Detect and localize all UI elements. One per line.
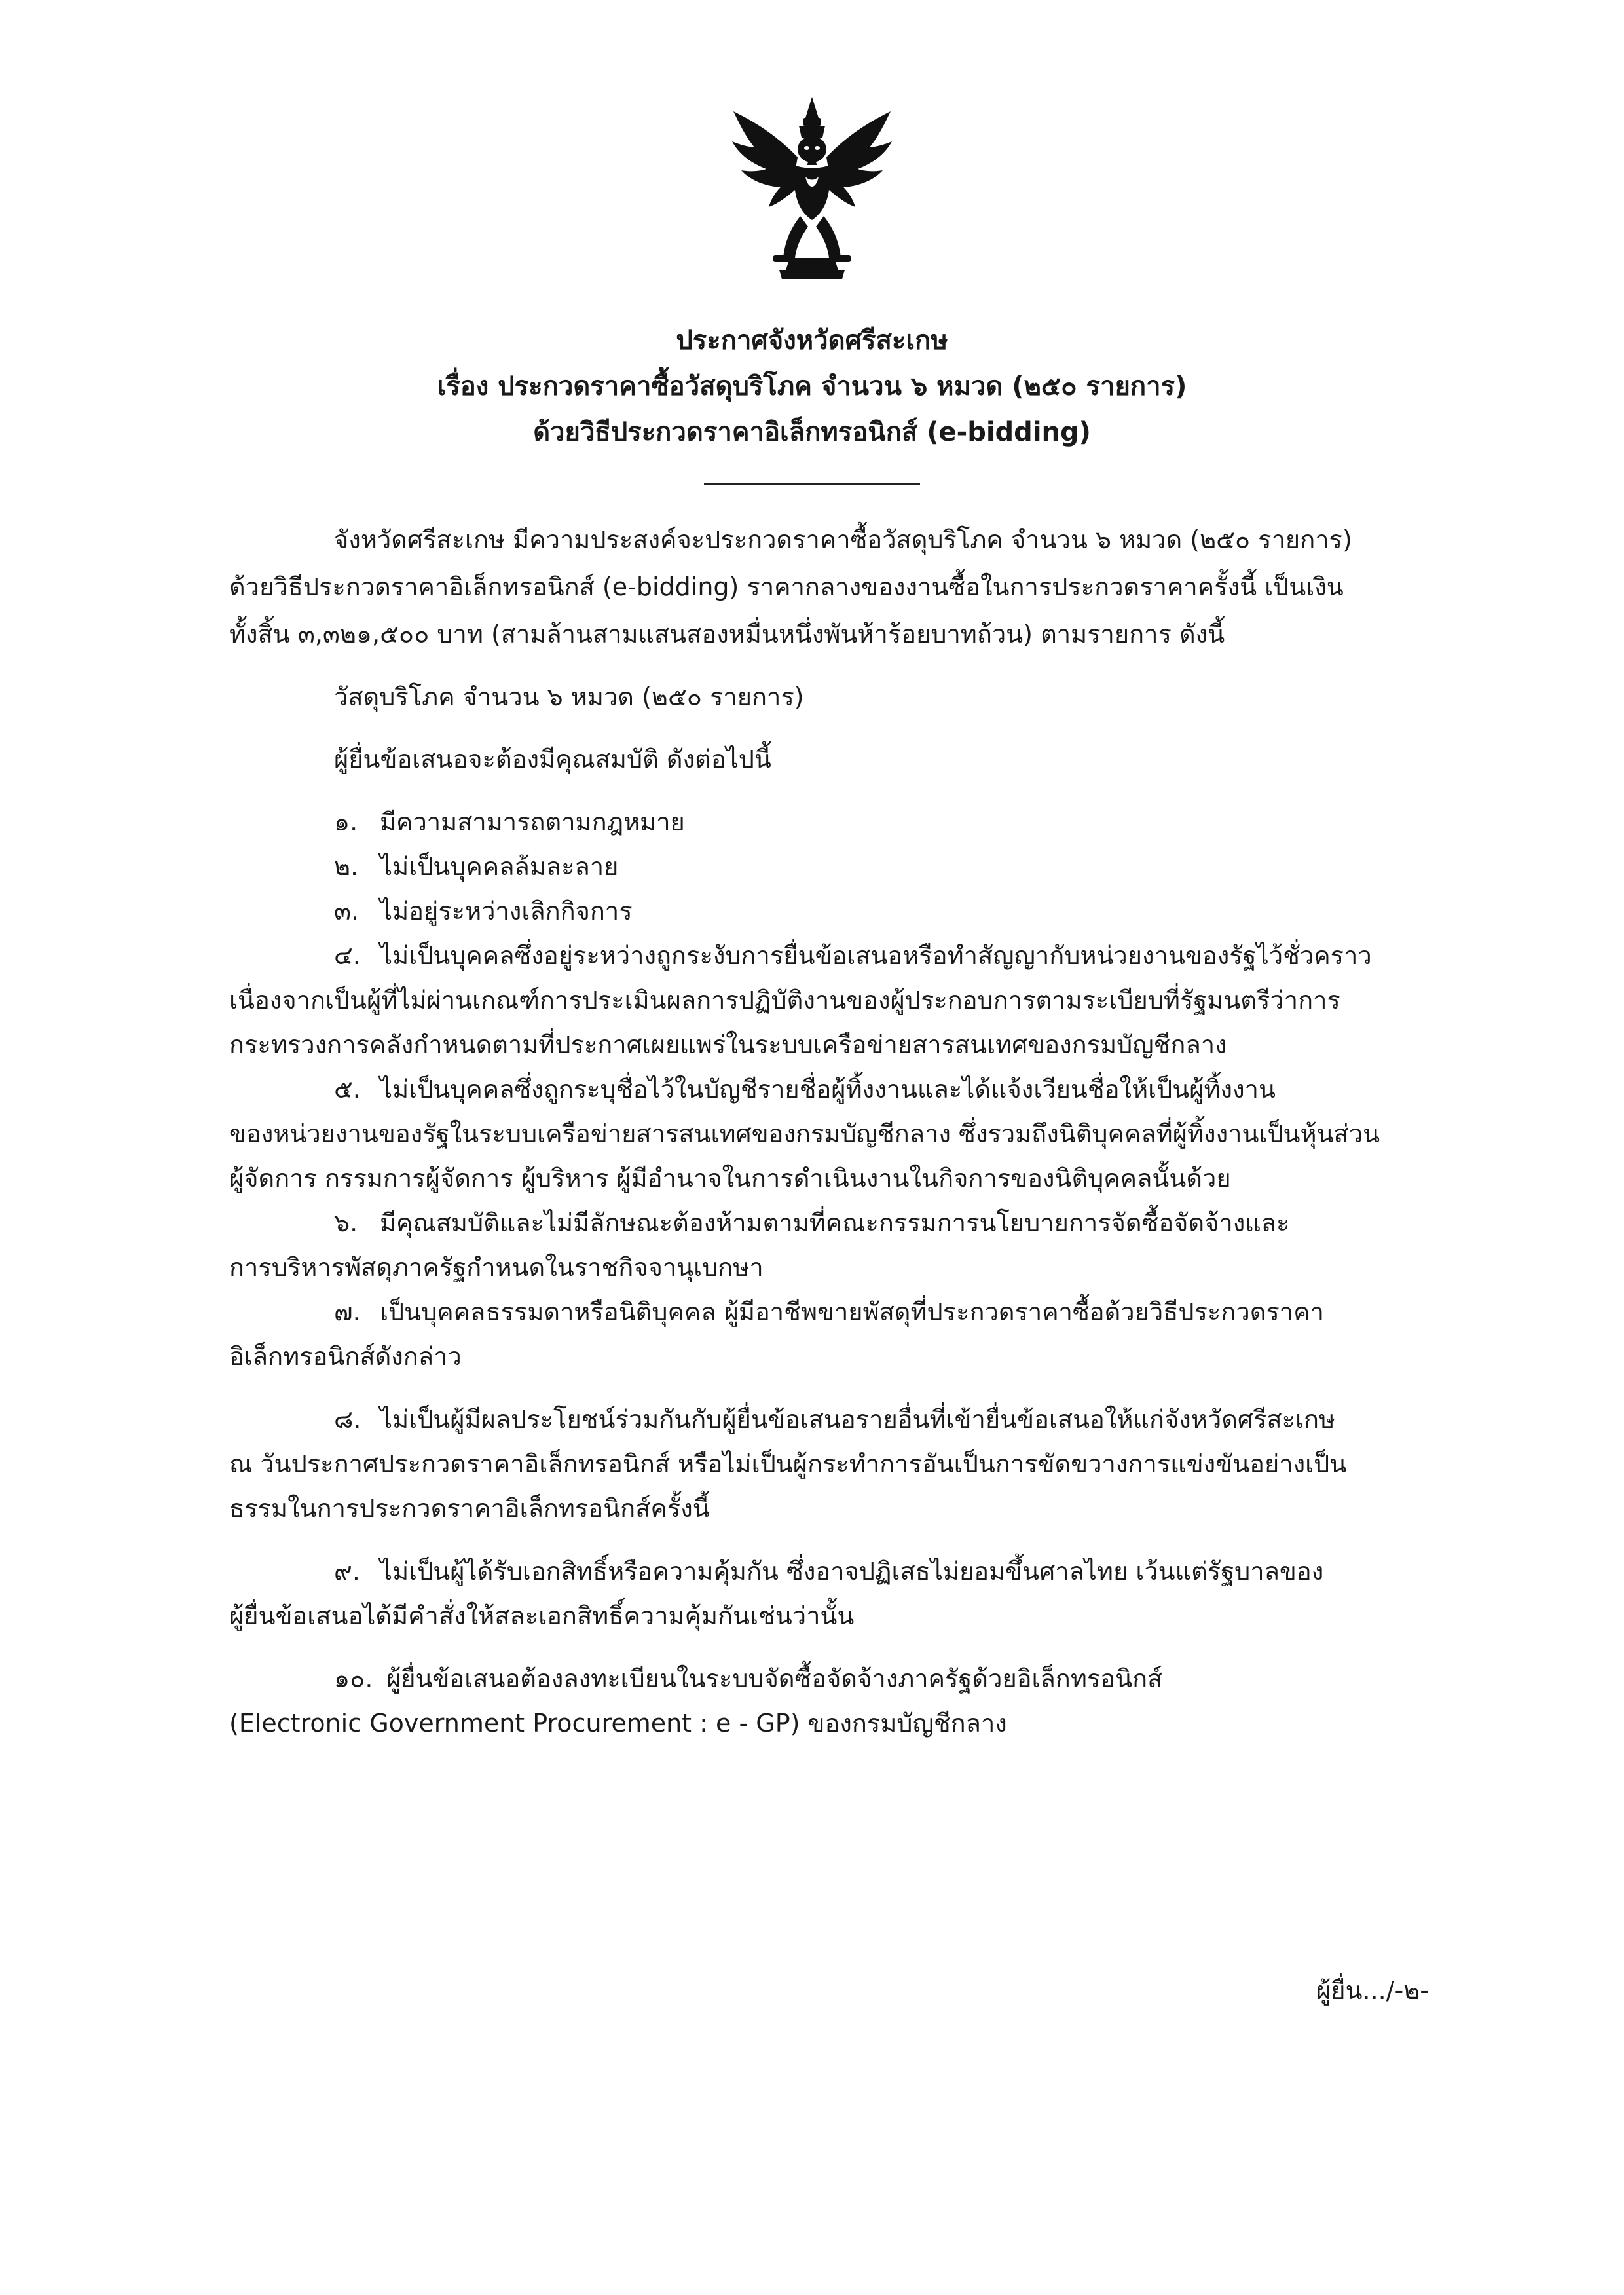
qualification-7 [334, 1299, 1578, 1324]
qualification-number: ๓. [334, 897, 360, 925]
qualification-text: มีความสามารถตามกฎหมาย [380, 808, 685, 836]
qualification-5 [334, 1077, 1578, 1102]
intro-line-3: ทั้งสิ้น ๓,๓๒๑,๕๐๐ บาท (สามล้านสามแสนสองหมื่นหนึ่งพันห้าร้อยบาทถ้วน) ตามรายการ ดังนี้ [229, 620, 1225, 648]
qualification-text: ไม่เป็นบุคคลซึ่งถูกระบุชื่อไว้ในบัญชีรายชื่อผู้ทิ้งงานและได้แจ้งเวียนชื่อให้เป็นผู้ทิ้งงาน [380, 1075, 1276, 1104]
qualification-number: ๙. [334, 1557, 360, 1586]
qualification-text: ไม่เป็นบุคคลล้มละลาย [380, 852, 619, 881]
qualification-number: ๒. [334, 852, 359, 881]
qualification-6-line-2: การบริหารพัสดุภาครัฐกำหนดในราชกิจจานุเบกษา [229, 1253, 764, 1282]
qualification-number: ๕. [334, 1075, 361, 1104]
qualification-number: ๑. [334, 808, 358, 836]
qualification-text: ไม่เป็นผู้มีผลประโยชน์ร่วมกันกับผู้ยื่นข้อเสนอรายอื่นที่เข้ายื่นข้อเสนอให้แก่จังหวัดศรีสะเกษ [380, 1405, 1336, 1434]
garuda-emblem-icon [727, 92, 897, 288]
qualification-8-line-3: ธรรมในการประกวดราคาอิเล็กทรอนิกส์ครั้งนี้ [229, 1494, 710, 1523]
qualification-7-line-2: อิเล็กทรอนิกส์ดังกล่าว [229, 1342, 462, 1371]
qualification-8 [334, 1407, 1578, 1432]
announcement-title: ประกาศจังหวัดศรีสะเกษ [676, 326, 948, 356]
announcement-subject: เรื่อง ประกวดราคาซื้อวัสดุบริโภค จำนวน ๖ หมวด (๒๕๐ รายการ) [437, 371, 1187, 401]
qualification-number: ๖. [334, 1208, 358, 1237]
qualification-text: ผู้ยื่นข้อเสนอต้องลงทะเบียนในระบบจัดซื้อจัดจ้างภาครัฐด้วยอิเล็กทรอนิกส์ [386, 1664, 1163, 1693]
qualification-9-line-2: ผู้ยื่นข้อเสนอได้มีคำสั่งให้สละเอกสิทธิ์ความคุ้มกันเช่นว่านั้น [229, 1601, 855, 1630]
qualification-1 [334, 810, 1578, 834]
qualification-6 [334, 1210, 1578, 1235]
intro-line-2: ด้วยวิธีประกวดราคาอิเล็กทรอนิกส์ (e-bidding) ราคากลางของงานซื้อในการประกวดราคาครั้งนี้ เป็นเงิน [229, 572, 1344, 601]
qualification-text: เป็นบุคคลธรรมดาหรือนิติบุคคล ผู้มีอาชีพขายพัสดุที่ประกวดราคาซื้อด้วยวิธีประกวดราคา [380, 1297, 1324, 1326]
item-line: วัสดุบริโภค จำนวน ๖ หมวด (๒๕๐ รายการ) [334, 682, 804, 711]
qualification-text: ไม่อยู่ระหว่างเลิกกิจการ [380, 897, 633, 925]
qualification-10 [334, 1666, 1578, 1691]
qualification-text: ไม่เป็นผู้ได้รับเอกสิทธิ์หรือความคุ้มกัน ซึ่งอาจปฏิเสธไม่ยอมขึ้นศาลไทย เว้นแต่รัฐบาลของ [380, 1557, 1324, 1586]
qualification-5-line-2: ของหน่วยงานของรัฐในระบบเครือข่ายสารสนเทศของกรมบัญชีกลาง ซึ่งรวมถึงนิติบุคคลที่ผู้ทิ้งงานเป็นหุ้นส่วน [229, 1119, 1380, 1148]
qualification-10-line-2: (Electronic Government Procurement : e - GP) ของกรมบัญชีกลาง [229, 1709, 1007, 1738]
qualification-number: ๑๐. [334, 1664, 373, 1693]
qualification-number: ๘. [334, 1405, 361, 1434]
intro-line-1: จังหวัดศรีสะเกษ มีความประสงค์จะประกวดราคาซื้อวัสดุบริโภค จำนวน ๖ หมวด (๒๕๐ รายการ) [334, 525, 1352, 554]
qualification-3 [334, 899, 1578, 924]
qualification-4-line-2: เนื่องจากเป็นผู้ที่ไม่ผ่านเกณฑ์การประเมินผลการปฏิบัติงานของผู้ประกอบการตามระเบียบที่รัฐมนตรีว่าการ [229, 986, 1340, 1015]
announcement-method: ด้วยวิธีประกวดราคาอิเล็กทรอนิกส์ (e-bidding) [533, 417, 1091, 447]
qualification-4 [334, 943, 1578, 968]
qualification-text: มีคุณสมบัติและไม่มีลักษณะต้องห้ามตามที่คณะกรรมการนโยบายการจัดซื้อจัดจ้างและ [380, 1208, 1290, 1237]
qualification-number: ๗. [334, 1297, 361, 1326]
qualification-number: ๔. [334, 941, 361, 970]
header-divider [704, 483, 920, 485]
qualification-8-line-2: ณ วันประกาศประกวดราคาอิเล็กทรอนิกส์ หรือไม่เป็นผู้กระทำการอันเป็นการขัดขวางการแข่งขันอย่างเป็น [229, 1449, 1347, 1478]
qualification-4-line-3: กระทรวงการคลังกำหนดตามที่ประกาศเผยแพร่ในระบบเครือข่ายสารสนเทศของกรมบัญชีกลาง [229, 1030, 1227, 1059]
qualification-2 [334, 854, 1578, 879]
qualification-9 [334, 1559, 1578, 1584]
qualification-5-line-3: ผู้จัดการ กรรมการผู้จัดการ ผู้บริหาร ผู้มีอำนาจในการดำเนินงานในกิจการของนิติบุคคลนั้นด้วย [229, 1164, 1231, 1193]
qualification-text: ไม่เป็นบุคคลซึ่งอยู่ระหว่างถูกระงับการยื่นข้อเสนอหรือทำสัญญากับหน่วยงานของรัฐไว้ชั่วคราว [380, 941, 1372, 970]
page-continuation: ผู้ยื่น.../-๒- [1316, 1976, 1430, 2005]
qualification-intro: ผู้ยื่นข้อเสนอจะต้องมีคุณสมบัติ ดังต่อไปนี้ [334, 745, 771, 774]
